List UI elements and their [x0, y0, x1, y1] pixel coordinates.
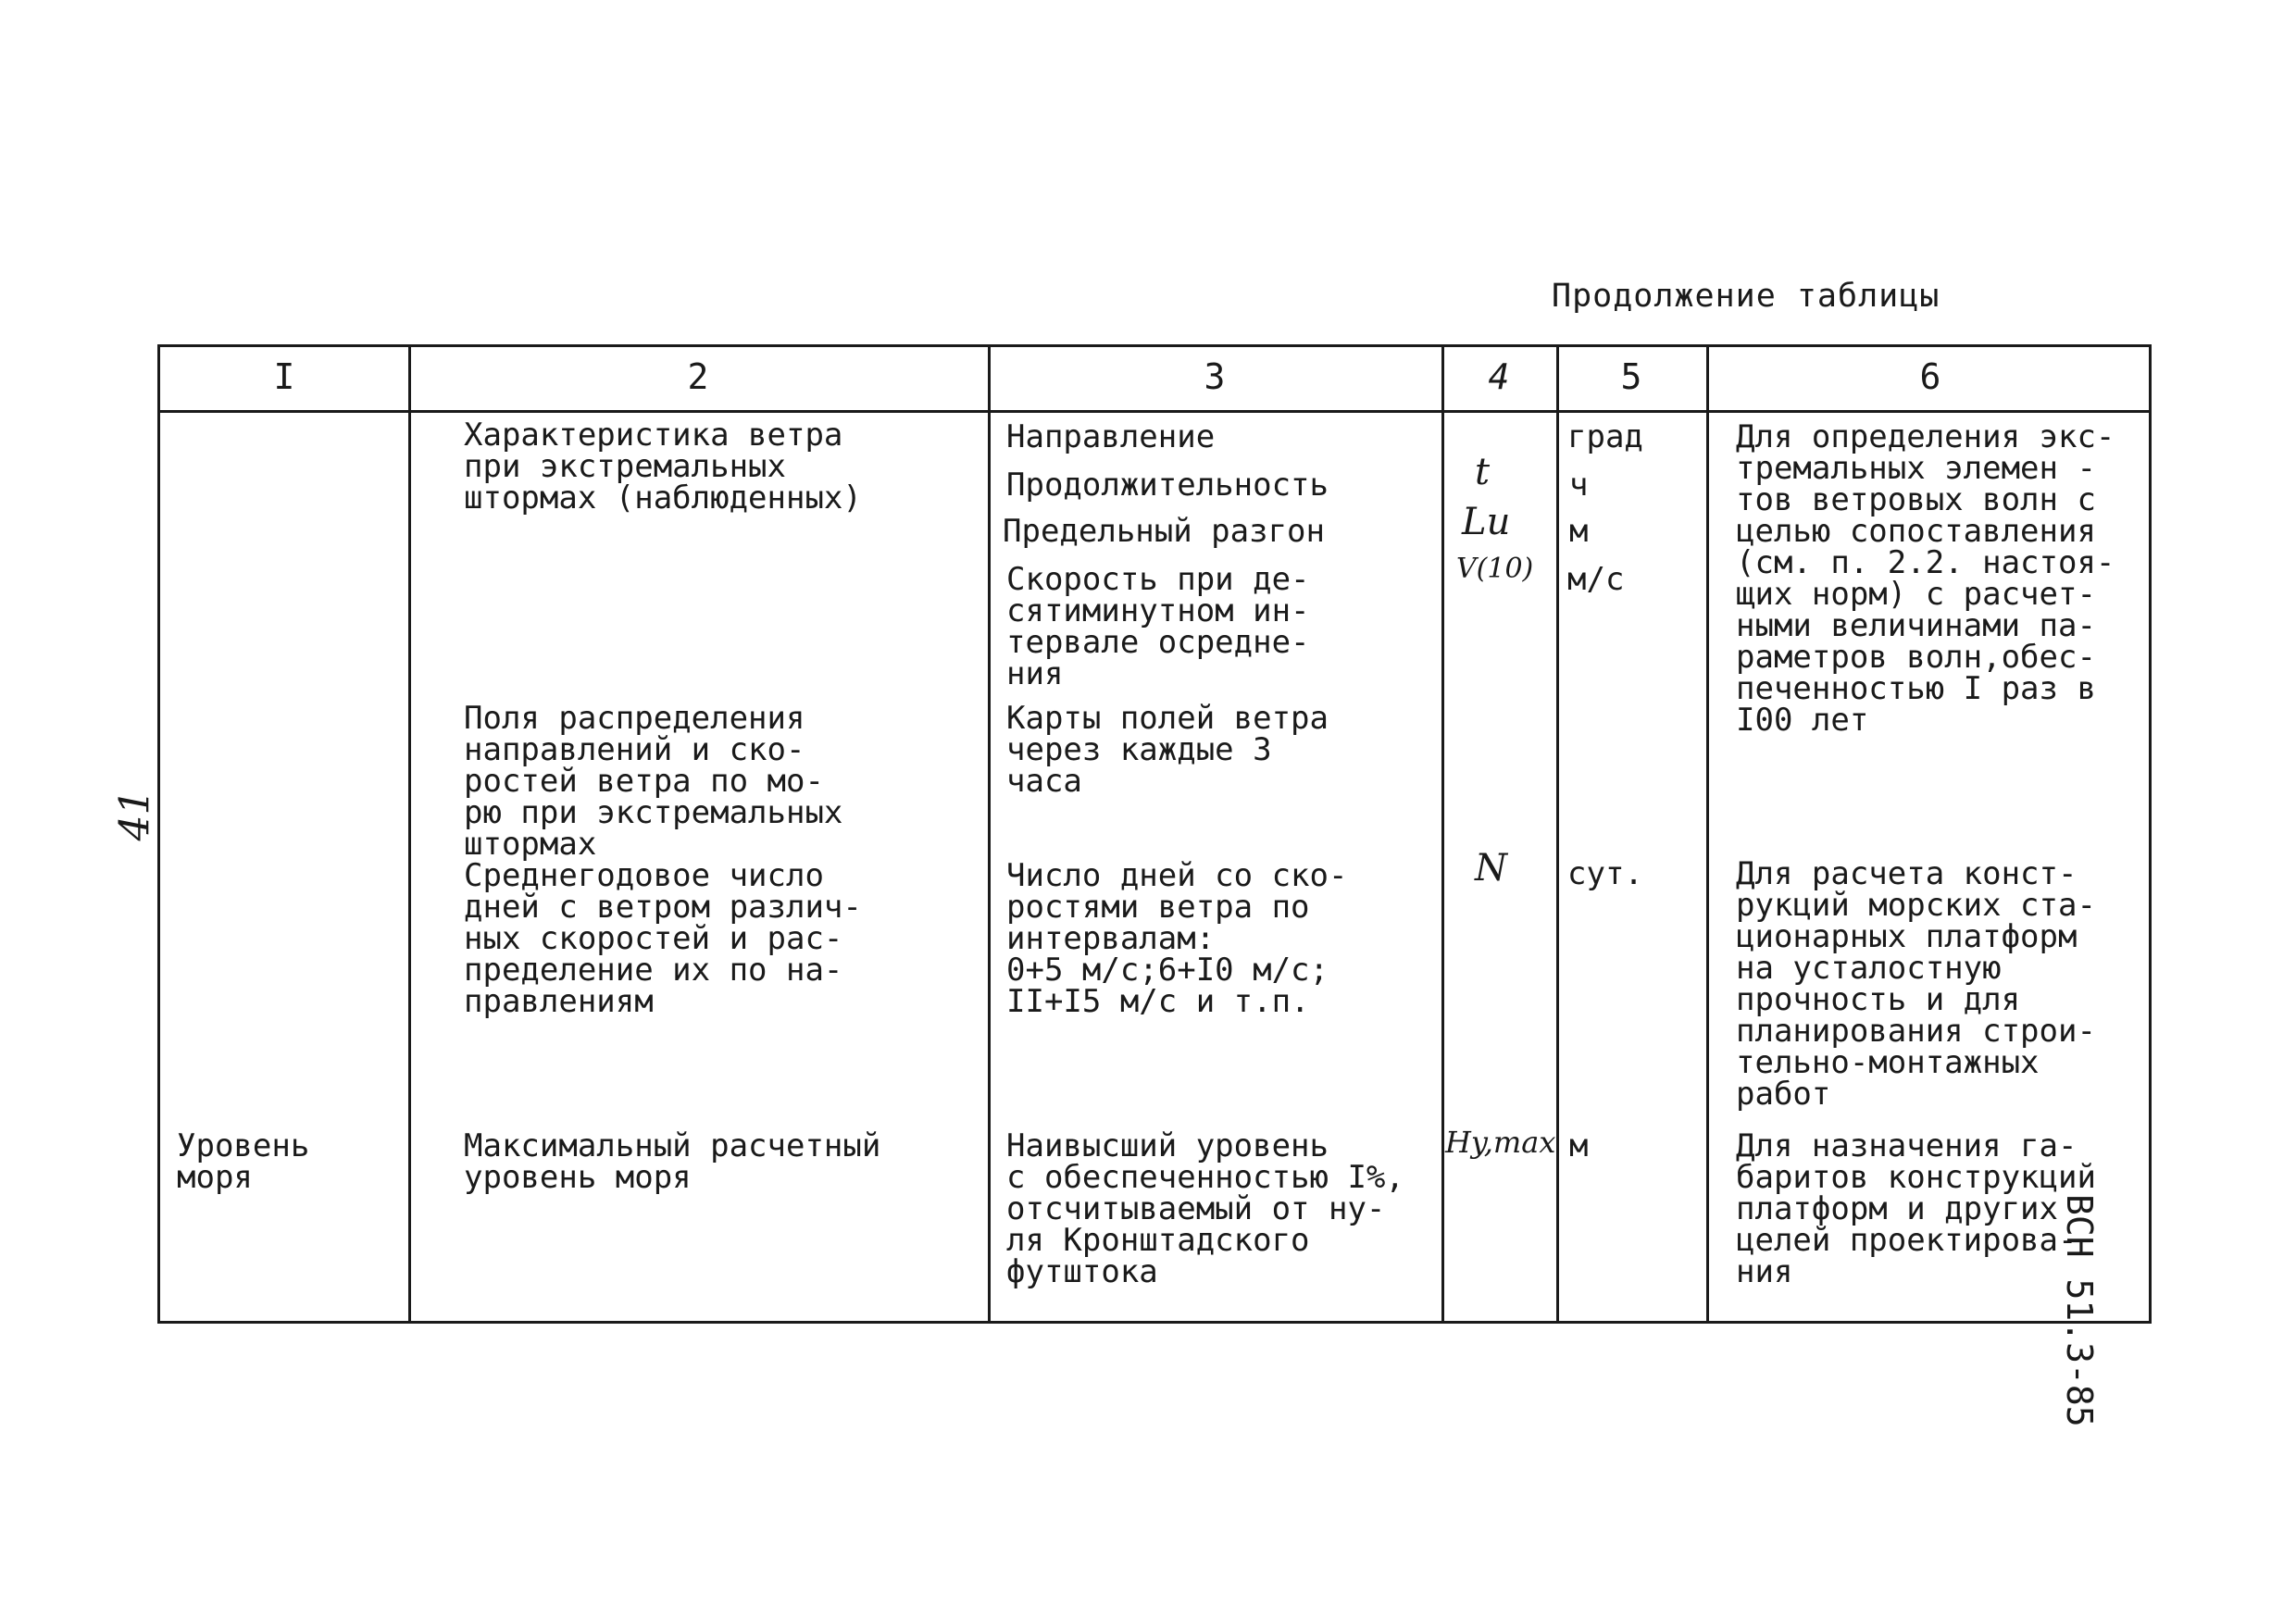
wind-fields-characteristic: Поля распределения направлений и ско- ростей ветра по мо- рю при экстремальных штормах: [464, 700, 843, 863]
unit-hours: ч: [1569, 467, 1589, 504]
duration-symbol: t: [1475, 451, 1491, 493]
sea-level-category: Уровень моря: [177, 1127, 310, 1196]
page-number: 41: [111, 789, 159, 841]
header-col-4: 4: [1488, 356, 1510, 397]
header-col-5: 5: [1620, 356, 1642, 397]
column-divider: [1441, 347, 1444, 1321]
wind-speed-symbol: V(10): [1456, 553, 1534, 585]
column-divider: [1556, 347, 1559, 1321]
wind-speed-label: Скорость при де- сятиминутном ин- тервале осредне- ния: [1006, 561, 1310, 692]
wind-fetch-label: Предельный разгон: [1003, 513, 1325, 550]
wind-duration-label: Продолжительность: [1006, 467, 1329, 504]
wind-direction-label: Направление: [1006, 418, 1216, 455]
wind-fields-maps: Карты полей ветра через каждые 3 часа: [1006, 700, 1329, 800]
wind-extreme-characteristic: Характеристика ветра при экстремальных штормах (наблюденных): [464, 417, 862, 517]
header-col-1: I: [273, 356, 295, 397]
header-col-3: 3: [1204, 356, 1226, 397]
column-divider: [988, 347, 991, 1321]
wind-extreme-purpose: Для определения экс- тремальных элемен - тов ветровых волн с целью сопоставления (см. п. 2.2. настоя- щих норм) с расчет- ными величинами па- раметров волн,обес- печенностью I раз в I00 лет: [1736, 418, 2115, 739]
header-divider: [160, 410, 2149, 413]
sea-level-definition: Наивысший уровень с обеспеченностью I%, отсчитываемый от ну- ля Кронштадского футштока: [1006, 1127, 1404, 1290]
column-divider: [408, 347, 411, 1321]
sea-level-characteristic: Максимальный расчетный уровень моря: [464, 1127, 881, 1196]
document-id: ВСН 51.3-85: [2059, 1194, 2100, 1427]
unit-mps: м/с: [1567, 561, 1625, 598]
unit-meters: м: [1569, 513, 1589, 550]
header-col-6: 6: [1919, 356, 1941, 397]
column-divider: [1706, 347, 1709, 1321]
parameters-table: [157, 344, 2152, 1324]
wind-days-characteristic: Среднегодовое число дней с ветром различ- ных скоростей и рас- пределение их по на- правлениям: [464, 857, 862, 1020]
wind-days-purpose: Для расчета конст- рукций морских ста- ционарных платформ на усталостную прочность и для планирования строи- тельно-монтажных работ: [1736, 855, 2096, 1113]
unit-sea-level-meters: м: [1569, 1127, 1589, 1164]
unit-degrees: град: [1567, 418, 1643, 455]
days-symbol: N: [1475, 847, 1507, 890]
fetch-symbol: Lu: [1462, 501, 1511, 543]
sea-level-symbol: Hy,max: [1445, 1125, 1556, 1160]
table-continuation-caption: Продолжение таблицы: [1552, 278, 1940, 315]
header-col-2: 2: [687, 356, 709, 397]
unit-days: сут.: [1567, 855, 1643, 892]
wind-days-intervals: Число дней со ско- ростями ветра по интервалам: 0+5 м/с;6+I0 м/с; II+I5 м/с и т.п.: [1006, 857, 1348, 1020]
sea-level-purpose: Для назначения га- баритов конструкций платформ и других целей проектирова- ния: [1736, 1127, 2096, 1290]
